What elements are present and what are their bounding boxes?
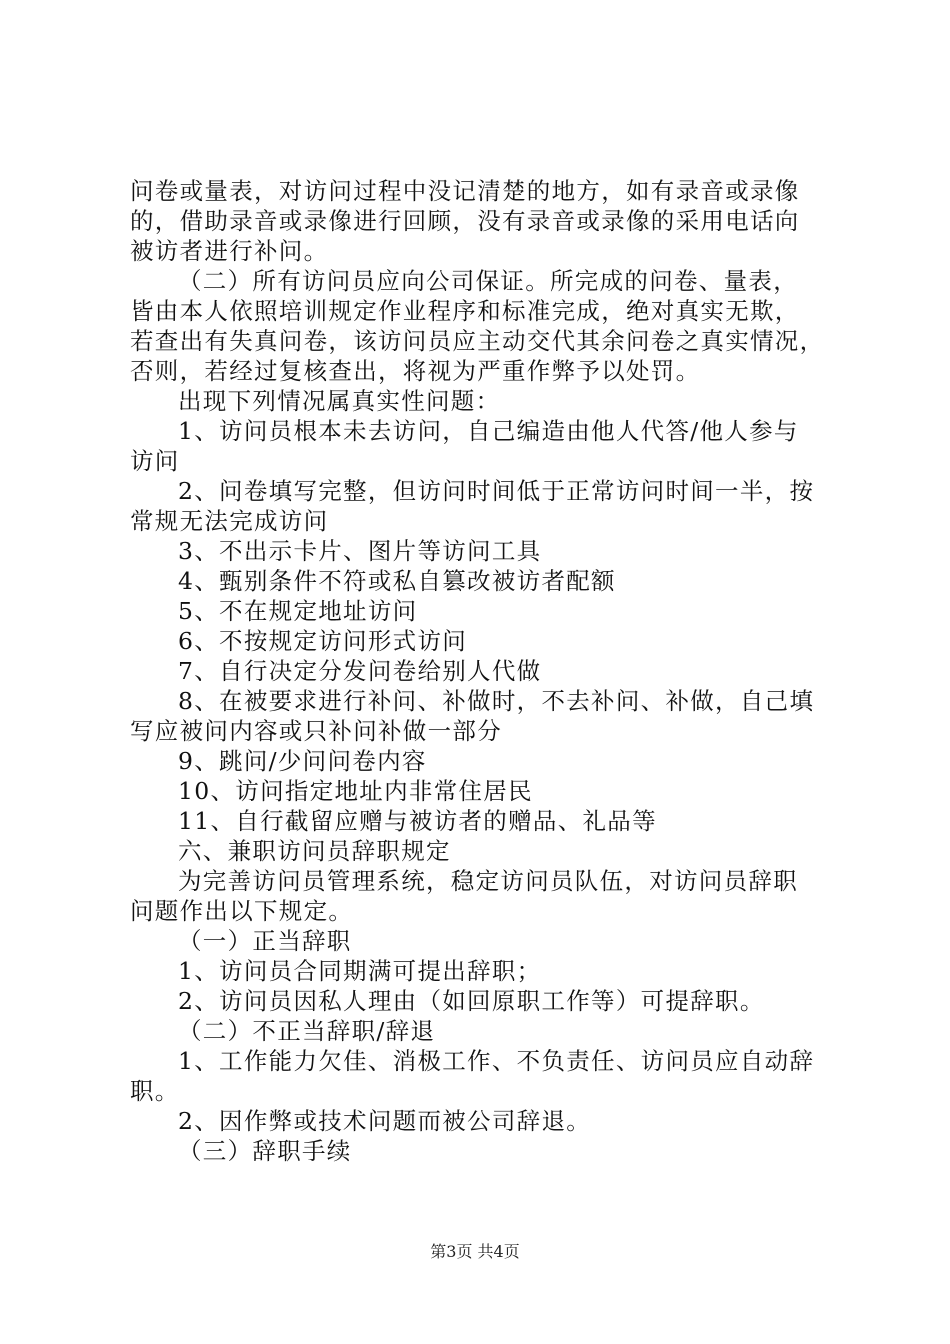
text-line: （二）所有访问员应向公司保证。所完成的问卷、量表， xyxy=(178,267,798,295)
text-line: 8、在被要求进行补问、补做时，不去补问、补做，自己填 xyxy=(178,687,815,715)
text-line: 1、访问员根本未去访问，自己编造由他人代答/他人参与 xyxy=(178,417,799,445)
text-line: 职。 xyxy=(130,1077,180,1105)
document-body xyxy=(130,176,842,1166)
text-line: 问卷或量表，对访问过程中没记清楚的地方，如有录音或录像 xyxy=(130,177,800,205)
text-line: （二）不正当辞职/辞退 xyxy=(178,1017,436,1045)
text-line: 2、问卷填写完整，但访问时间低于正常访问时间一半，按 xyxy=(178,477,815,505)
text-line: 皆由本人依照培训规定作业程序和标准完成，绝对真实无欺， xyxy=(130,297,800,325)
text-line: 3、不出示卡片、图片等访问工具 xyxy=(178,537,542,565)
text-line: 六、兼职访问员辞职规定 xyxy=(178,837,451,865)
text-line: 7、自行决定分发问卷给别人代做 xyxy=(178,657,542,685)
text-line: 访问 xyxy=(130,447,180,475)
text-line: 1、访问员合同期满可提出辞职； xyxy=(178,957,542,985)
text-line: 为完善访问员管理系统，稳定访问员队伍，对访问员辞职 xyxy=(178,867,798,895)
text-line: 1、工作能力欠佳、消极工作、不负责任、访问员应自动辞 xyxy=(178,1047,815,1075)
page-footer: 第3页 共4页 xyxy=(430,1242,520,1261)
text-line: 若查出有失真问卷，该访问员应主动交代其余问卷之真实情况， xyxy=(130,327,825,355)
text-line: 常规无法完成访问 xyxy=(130,507,329,535)
text-line: 被访者进行补问。 xyxy=(130,237,329,265)
text-line: 4、甄别条件不符或私自篡改被访者配额 xyxy=(178,567,616,595)
text-line: 问题作出以下规定。 xyxy=(130,897,354,925)
text-line: 的，借助录音或录像进行回顾，没有录音或录像的采用电话向 xyxy=(130,207,800,235)
text-line: （三）辞职手续 xyxy=(178,1137,352,1165)
text-line: 2、访问员因私人理由（如回原职工作等）可提辞职。 xyxy=(178,987,765,1015)
text-line: （一）正当辞职 xyxy=(178,927,352,955)
text-line: 9、跳问/少问问卷内容 xyxy=(178,747,427,775)
text-line: 2、因作弊或技术问题而被公司辞退。 xyxy=(178,1107,592,1135)
text-line: 出现下列情况属真实性问题： xyxy=(178,387,501,415)
text-line: 写应被问内容或只补问补做一部分 xyxy=(130,717,502,745)
text-line: 6、不按规定访问形式访问 xyxy=(178,627,468,655)
text-line: 5、不在规定地址访问 xyxy=(178,597,418,625)
text-line: 11、自行截留应赠与被访者的赠品、礼品等 xyxy=(178,807,657,835)
text-line: 10、访问指定地址内非常住居民 xyxy=(178,777,533,805)
text-line: 否则，若经过复核查出，将视为严重作弊予以处罚。 xyxy=(130,357,701,385)
